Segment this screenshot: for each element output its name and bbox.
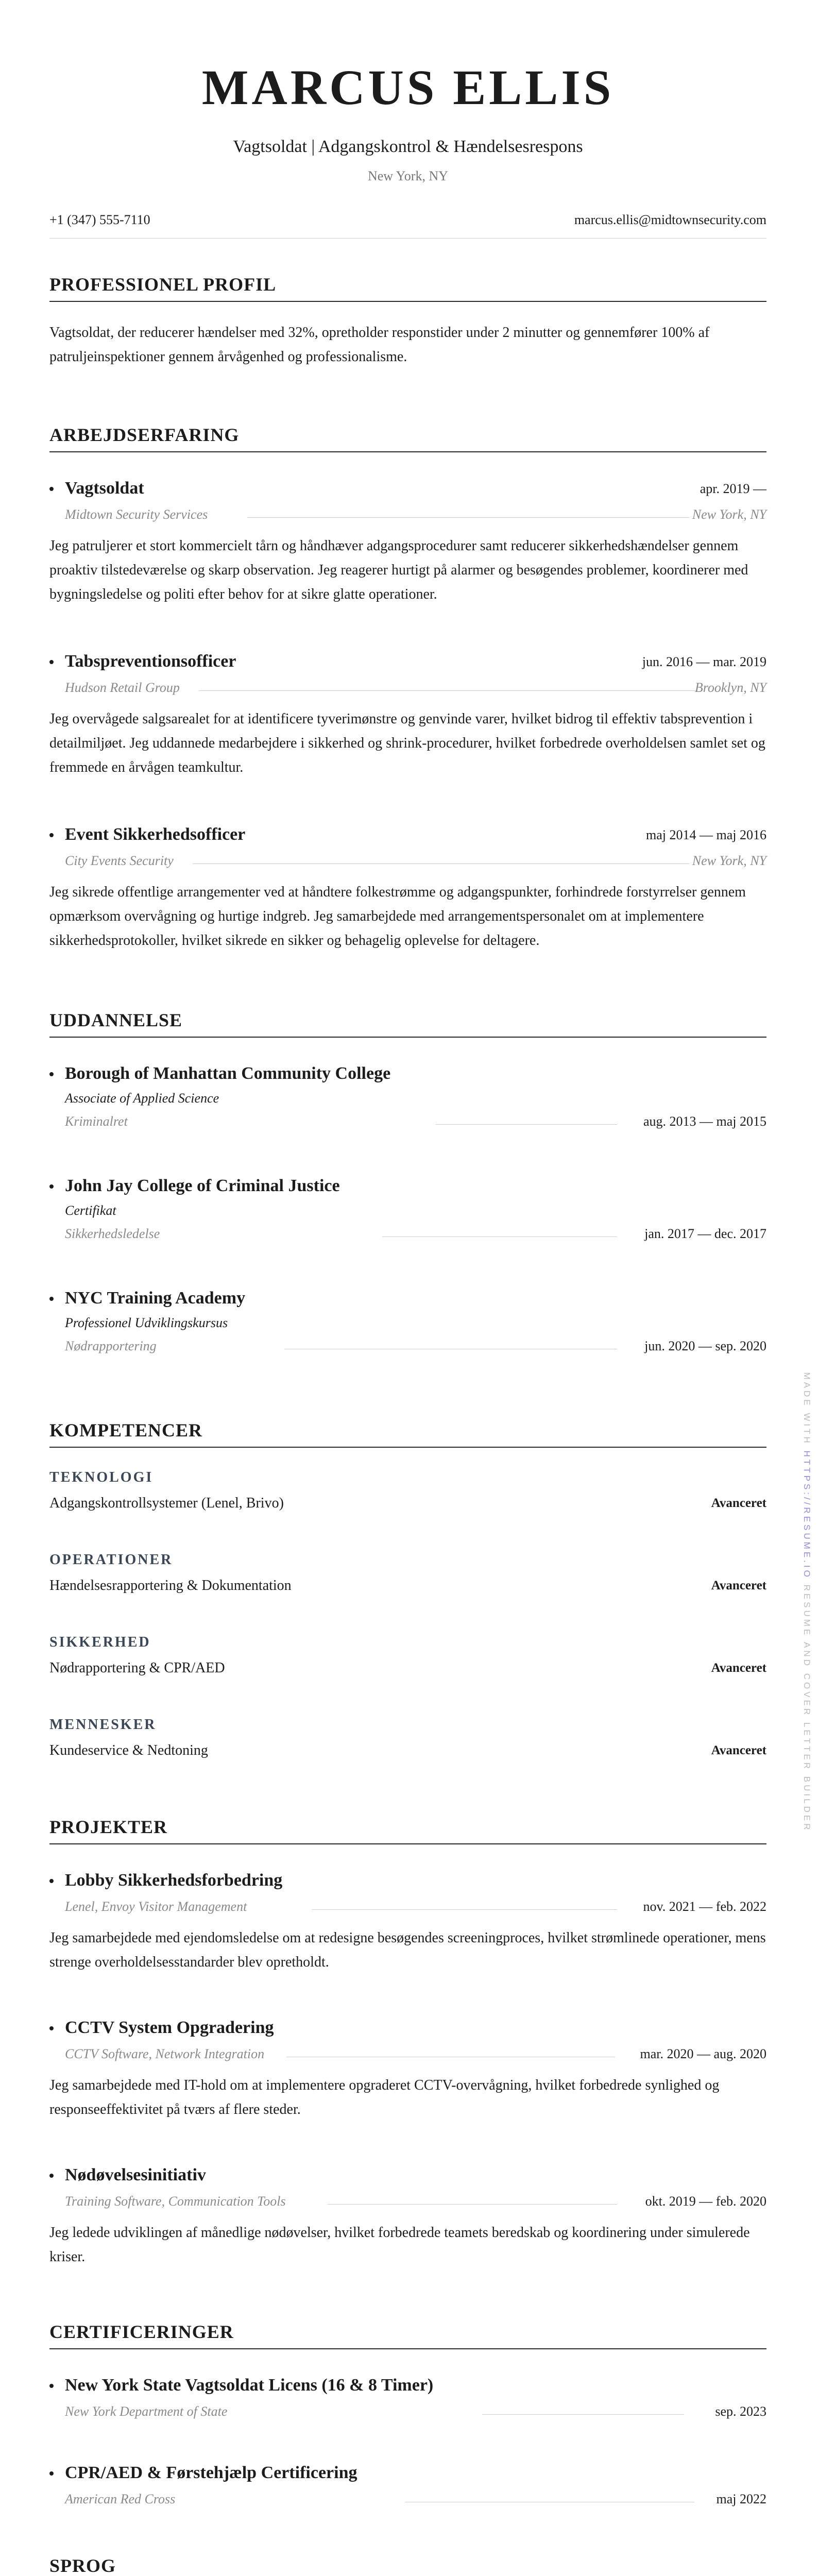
project-item	[49, 1869, 766, 1974]
profile-text: Vagtsoldat, der reducerer hændelser med 32%, opretholder responstider under 2 minutter og gennemfører 100% af patruljeinspektioner gennem årvågenhed og professionalisme.	[49, 325, 710, 365]
skill-category: TEKNOLOGI	[49, 1469, 154, 1485]
bullet-icon	[49, 2174, 54, 2178]
school-name: Borough of Manhattan Community College	[65, 1064, 391, 1083]
section-title: UDDANNELSE	[49, 1010, 183, 1030]
section-projects	[49, 1816, 766, 1844]
watermark-link[interactable]: HTTPS://RESUME.IO	[802, 1450, 812, 1580]
experience-item	[49, 823, 766, 953]
project-tech: Lenel, Envoy Visitor Management	[65, 1899, 247, 1914]
bullet-icon	[49, 1184, 54, 1189]
education-item	[49, 1175, 766, 1245]
section-divider	[49, 451, 766, 452]
experience-item	[49, 477, 766, 606]
section-title: PROJEKTER	[49, 1817, 168, 1837]
skill-name: Nødrapportering & CPR/AED	[49, 1660, 225, 1676]
education-item	[49, 1062, 766, 1132]
school-name: John Jay College of Criminal Justice	[65, 1176, 340, 1195]
section-languages	[49, 2554, 766, 2576]
job-title: Tabspreventionsofficer	[65, 652, 236, 671]
job-title: Event Sikkerhedsofficer	[65, 825, 246, 844]
leader-line	[482, 2414, 684, 2415]
project-description: Jeg samarbejdede med IT-hold om at implementere opgraderet CCTV-overvågning, hvilket forbedrede synlighed og responseeffektivitet på tværs af flere steder.	[49, 2077, 720, 2117]
field-of-study: Sikkerhedsledelse	[65, 1226, 160, 1241]
project-item	[49, 2164, 766, 2269]
skill-name: Adgangskontrollsystemer (Lenel, Brivo)	[49, 1495, 284, 1511]
skill-level: Avanceret	[711, 1496, 766, 1510]
section-certifications	[49, 2320, 766, 2349]
section-divider	[49, 1447, 766, 1448]
project-dates: mar. 2020 — aug. 2020	[640, 2046, 766, 2061]
section-title: SPROG	[49, 2555, 116, 2576]
bullet-icon	[49, 833, 54, 837]
skill-name: Hændelsesrapportering & Dokumentation	[49, 1578, 292, 1594]
candidate-name: MARCUS ELLIS	[201, 60, 615, 115]
project-name: Nødøvelsesinitiativ	[65, 2165, 206, 2184]
leader-line	[193, 863, 689, 864]
project-item	[49, 2016, 766, 2122]
section-divider	[49, 301, 766, 302]
education-dates: aug. 2013 — maj 2015	[643, 1114, 766, 1129]
job-location: Brooklyn, NY	[694, 680, 766, 695]
email-address[interactable]: marcus.ellis@midtownsecurity.com	[574, 212, 766, 227]
certification-date: maj 2022	[716, 2492, 766, 2506]
leader-line	[312, 1909, 617, 1910]
certification-name: CPR/AED & Førstehjælp Certificering	[65, 2463, 357, 2482]
project-dates: okt. 2019 — feb. 2020	[645, 2194, 766, 2209]
skill-level: Avanceret	[711, 1743, 766, 1757]
employer: Midtown Security Services	[65, 507, 208, 522]
skill-category: MENNESKER	[49, 1717, 157, 1733]
job-description: Jeg patruljerer et stort kommercielt tårn og håndhæver adgangsprocedurer samt reducerer sikkerhedshændelser gennem proaktiv tilstedeværelse og skarp observation. Jeg reagerer hurtigt på alarmer og besøgendes problemer, koordinerer med bygningsledelse og politi efter behov for at sikre glatte operationer.	[49, 538, 748, 602]
degree: Professionel Udviklingskursus	[65, 1315, 228, 1330]
certification-name: New York State Vagtsoldat Licens (16 & 8 Timer)	[65, 2376, 434, 2395]
bullet-icon	[49, 660, 54, 664]
project-tech: CCTV Software, Network Integration	[65, 2046, 265, 2061]
skill-row	[49, 1577, 766, 1595]
bullet-icon	[49, 2384, 54, 2388]
certification-item	[49, 2374, 766, 2422]
section-profile	[49, 273, 766, 302]
bullet-icon	[49, 1072, 54, 1076]
job-dates: apr. 2019 —	[700, 481, 766, 496]
bullet-icon	[49, 487, 54, 491]
bullet-icon	[49, 2471, 54, 2476]
leader-line	[328, 2204, 617, 2205]
certification-date: sep. 2023	[715, 2404, 766, 2419]
job-location: New York, NY	[692, 853, 766, 868]
field-of-study: Nødrapportering	[65, 1338, 157, 1353]
certification-item	[49, 2462, 766, 2510]
project-description: Jeg samarbejdede med ejendomsledelse om at redesigne besøgendes screeningproces, hvilket strømlinede operationer, mens strenge overholdelsesstandarder blev opretholdt.	[49, 1930, 766, 1970]
candidate-location: New York, NY	[367, 168, 448, 183]
project-dates: nov. 2021 — feb. 2022	[643, 1899, 766, 1914]
section-divider	[49, 2348, 766, 2349]
degree: Certifikat	[65, 1203, 116, 1218]
job-dates: jun. 2016 — mar. 2019	[642, 654, 766, 669]
section-title: KOMPETENCER	[49, 1420, 203, 1440]
project-tech: Training Software, Communication Tools	[65, 2194, 286, 2209]
project-name: CCTV System Opgradering	[65, 2018, 274, 2037]
skill-category: OPERATIONER	[49, 1552, 173, 1568]
skill-row	[49, 1494, 766, 1513]
skill-level: Avanceret	[711, 1661, 766, 1675]
section-title: ARBEJDSERFARING	[49, 425, 240, 445]
leader-line	[247, 517, 689, 518]
skill-row	[49, 1659, 766, 1677]
school-name: NYC Training Academy	[65, 1289, 246, 1308]
bullet-icon	[49, 1297, 54, 1301]
job-dates: maj 2014 — maj 2016	[646, 827, 766, 842]
experience-item	[49, 650, 766, 779]
skill-category: SIKKERHED	[49, 1634, 151, 1650]
job-description: Jeg sikrede offentlige arrangementer ved at håndtere folkestrømme og adgangspunkter, forhindrede forstyrrelser gennem opmærksom overvågning og hurtige indgreb. Jeg samarbejdede med arrangementspersonalet om at implementere sikkerhedsprotokoller, hvilket sikrede en sikker og behagelig oplevelse for deltagere.	[49, 884, 746, 948]
degree: Associate of Applied Science	[65, 1091, 219, 1106]
section-divider	[49, 1037, 766, 1038]
watermark	[802, 1372, 812, 1833]
education-dates: jan. 2017 — dec. 2017	[644, 1226, 766, 1241]
project-description: Jeg ledede udviklingen af månedlige nødøvelser, hvilket forbedrede teamets beredskab og koordinering under simulerede kriser.	[49, 2225, 750, 2265]
skill-level: Avanceret	[711, 1579, 766, 1592]
leader-line	[436, 1124, 617, 1125]
section-title: CERTIFICERINGER	[49, 2321, 234, 2342]
employer: Hudson Retail Group	[65, 680, 180, 695]
section-education	[49, 1009, 766, 1038]
watermark-suffix: RESUME AND COVER LETTER BUILDER	[802, 1584, 812, 1833]
section-skills	[49, 1419, 766, 1448]
watermark-prefix: MADE WITH	[802, 1372, 812, 1446]
employer: City Events Security	[65, 853, 174, 868]
job-description: Jeg overvågede salgsarealet for at identificere tyverimønstre og genvinde varer, hvilket bidrog til effektiv tabsprevention i detailmiljøet. Jeg uddannede medarbejdere i sikkerhed og shrink-procedurer, hvilket forbedrede overholdelsen samlet set og fremmede en årvågen teamkultur.	[49, 711, 765, 775]
skill-name: Kundeservice & Nedtoning	[49, 1742, 208, 1758]
section-divider	[49, 1843, 766, 1844]
section-title: PROFESSIONEL PROFIL	[49, 274, 277, 295]
leader-line	[382, 1236, 617, 1237]
header-divider	[49, 238, 766, 239]
education-dates: jun. 2020 — sep. 2020	[644, 1338, 766, 1353]
leader-line	[199, 690, 697, 691]
job-location: New York, NY	[692, 507, 766, 522]
certification-issuer: New York Department of State	[65, 2404, 228, 2419]
field-of-study: Kriminalret	[65, 1114, 128, 1129]
education-item	[49, 1287, 766, 1357]
project-name: Lobby Sikkerhedsforbedring	[65, 1871, 283, 1890]
section-experience	[49, 423, 766, 452]
candidate-tagline: Vagtsoldat | Adgangskontrol & Hændelsesrespons	[233, 137, 583, 156]
job-title: Vagtsoldat	[65, 479, 144, 498]
skill-row	[49, 1741, 766, 1760]
bullet-icon	[49, 1879, 54, 1883]
bullet-icon	[49, 2026, 54, 2030]
phone-number: +1 (347) 555-7110	[49, 212, 150, 227]
certification-issuer: American Red Cross	[65, 2492, 176, 2506]
